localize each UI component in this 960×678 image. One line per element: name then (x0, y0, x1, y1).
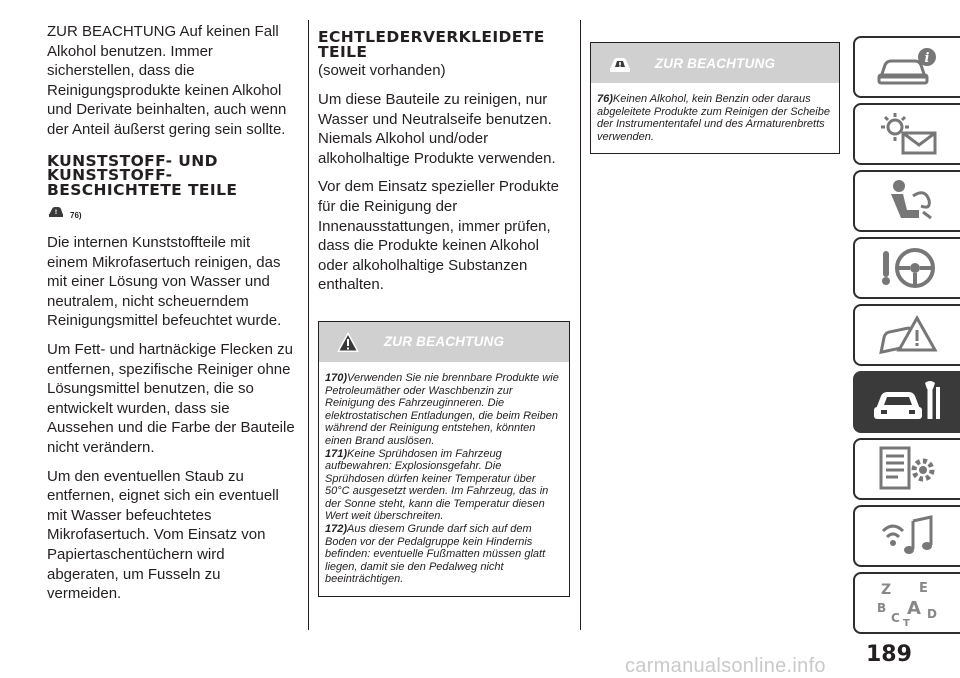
warning-lights-icon (873, 109, 943, 159)
warning-item-number: 76) (597, 93, 613, 105)
warning-box (318, 321, 570, 597)
chapter-tab-vehicle-info[interactable] (853, 36, 960, 98)
section-subtitle: (soweit vorhanden) (318, 62, 446, 79)
emergency-icon (873, 310, 943, 360)
column-divider (580, 20, 581, 630)
warning-box-header (319, 322, 569, 362)
warning-item (325, 372, 563, 448)
section-heading-leather-parts: ECHTLEDERVERKLEIDETE TEILE (318, 28, 545, 61)
multimedia-icon (873, 511, 943, 561)
paragraph: Vor dem Einsatz spezieller Produkte für die Reinigung der Innenausstattungen, immer prüfen, dass die Produkte keinen Alkohol oder alkoholhaltige Substanzen enthalten. (318, 178, 559, 294)
chapter-tab-safety[interactable] (853, 170, 960, 232)
warning-item-text: Keine Sprühdosen im Fahrzeug aufbewahren: Explosionsgefahr. Die Sprühdosen dürfen keiner Temperatur über 50°C ausgesetzt werden. Im Fahrzeug, das in der Sonne steht, kann die Temperatur diesen Wert weit überschreiten. (325, 447, 549, 523)
svg-text:i: i (924, 51, 929, 66)
chapter-tab-technical-data[interactable] (853, 438, 960, 500)
svg-text:T: T (902, 618, 910, 628)
column-middle (318, 22, 570, 597)
column-left (47, 22, 295, 613)
paragraph: Um Fett- und hartnäckige Flecken zu entfernen, spezifische Reiniger ohne Lösungsmittel benutzen, die so entwickelt wurden, dass sie Aussehen und die Farbe der Bauteile nicht verändern. (47, 341, 295, 456)
warning-item (325, 523, 563, 586)
warning-box-body (319, 362, 569, 596)
column-divider (308, 20, 309, 630)
warning-car-icon (607, 51, 633, 75)
svg-text:Z: Z (880, 582, 891, 598)
paragraph: Die internen Kunststoffteile mit einem Mikrofasertuch reinigen, das mit einer Lösung von Wasser und neutralem, nicht scheuerndem Reinigungsmittel befeuchtet wurde. (47, 234, 282, 330)
warning-item-text: Keinen Alkohol, kein Benzin oder daraus abgeleitete Produkte zum Reinigen der Scheibe der Instrumententafel und des Armaturenbretts verwenden. (597, 93, 830, 143)
warning-item (597, 93, 833, 143)
column-right (590, 22, 840, 154)
warning-item-text: Verwenden Sie nie brennbare Produkte wie Petroleumäther oder Waschbenzin zur Reinigung des Fahrzeuginneren. Die elektrostatischen Entladungen, die beim Reiben während der Reinigung entstehen, könnten einen Brand auslösen. (325, 371, 559, 447)
chapter-tab-emergency[interactable] (853, 304, 960, 366)
chapter-tab-warning-lights[interactable] (853, 103, 960, 165)
index-icon (873, 578, 943, 628)
warning-item (325, 448, 563, 524)
svg-text:D: D (926, 607, 937, 621)
paragraph: Um diese Bauteile zu reinigen, nur Wasser und Neutralseife benutzen. Niemals Alkohol und/oder alkoholhaltige Produkte verwenden. (318, 91, 556, 167)
page-number: 189 (866, 642, 912, 667)
warning-box-title: ZUR BEACHTUNG (383, 334, 505, 350)
watermark: carmanualsonline.info (625, 655, 826, 677)
car-service-icon (868, 377, 948, 427)
warning-box-body (591, 83, 839, 153)
steering-wheel-icon (873, 243, 943, 293)
warning-box-header (591, 43, 839, 83)
warning-car-icon (47, 203, 65, 219)
reference-number: 76) (70, 211, 82, 221)
intro-paragraph: ZUR BEACHTUNG Auf keinen Fall Alkohol benutzen. Immer sicherstellen, dass die Reinigungsprodukte keinen Alkohol und Derivate beinhalten, auch wenn der Anteil äußerst gering sein sollte. (47, 23, 287, 138)
warning-reference (47, 203, 295, 227)
svg-text:!: ! (54, 209, 58, 217)
svg-text:E: E (918, 581, 928, 596)
warning-box (590, 42, 840, 154)
chapter-tab-starting-driving[interactable] (853, 237, 960, 299)
chapter-tab-service-care[interactable] (853, 371, 960, 433)
warning-item-number: 172) (325, 523, 348, 536)
warning-item-text: Aus diesem Grunde darf sich auf dem Boden vor der Pedalgruppe kein Hindernis befinden: eventuelle Fußmatten müssen glatt liegen, damit sie den Pedalweg nicht beeinträchtigen. (325, 523, 546, 586)
warning-triangle-icon (335, 330, 361, 354)
paragraph: Um den eventuellen Staub zu entfernen, eignet sich ein eventuell mit Wasser befeuchtetes Mikrofasertuch. Vom Einsatz von Papiertaschentüchern wird abgeraten, um Fusseln zu vermeiden. (47, 467, 279, 603)
chapter-tab-multimedia[interactable] (853, 505, 960, 567)
svg-text:A: A (906, 598, 921, 619)
section-heading-plastic-parts: KUNSTSTOFF- UND KUNSTSTOFF-BESCHICHTETE TEILE (47, 151, 238, 199)
seat-safety-icon (873, 176, 943, 226)
car-info-icon (873, 45, 943, 89)
svg-text:C: C (890, 611, 900, 625)
warning-box-title: ZUR BEACHTUNG (654, 55, 776, 71)
technical-data-icon (873, 444, 943, 494)
chapter-tab-index[interactable] (853, 572, 960, 634)
warning-item-number: 170) (325, 371, 348, 384)
svg-text:B: B (876, 601, 886, 615)
warning-item-number: 171) (325, 447, 348, 460)
